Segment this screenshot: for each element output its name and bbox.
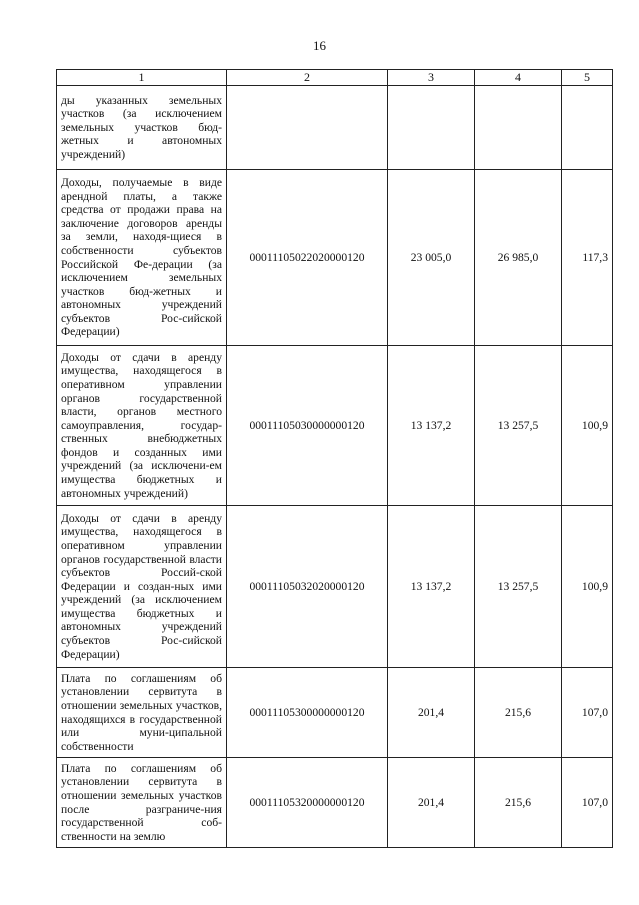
row-description: Плата по соглашениям об установлении сервитута в отношении земельных участков, находящихся в государственной или муни-ципальной собственности	[57, 668, 227, 758]
column-number-row	[57, 70, 613, 86]
row-actual: 26 985,0	[475, 170, 562, 346]
row-actual: 215,6	[475, 668, 562, 758]
row-description: Доходы от сдачи в аренду имущества, находящегося в оперативном управлении органов государственной власти субъектов Россий-ской Федерации и создан-ных ими учреждений (за исключением имущества бюджетных и автономных учреждений субъектов Рос-сийской Федерации)	[57, 506, 227, 668]
row-actual: 215,6	[475, 758, 562, 848]
table-row	[57, 506, 613, 668]
row-percent	[562, 86, 613, 170]
column-header-2: 2	[227, 70, 388, 86]
row-description: Плата по соглашениям об установлении сервитута в отношении земельных участков после разграниче-ния государственной соб-ственности на землю	[57, 758, 227, 848]
page-number: 16	[313, 38, 326, 53]
row-actual: 13 257,5	[475, 346, 562, 506]
row-percent: 117,3	[562, 170, 613, 346]
row-percent: 100,9	[562, 346, 613, 506]
column-header-5: 5	[562, 70, 613, 86]
table-row	[57, 170, 613, 346]
row-plan	[388, 86, 475, 170]
row-description: Доходы, получаемые в виде арендной платы, а также средства от продажи права на заключение договоров аренды за земли, находя-щиеся в собственности субъектов Российской Фе-дерации (за исключением земельных участков бюд-жетных и автономных учреждений субъектов Рос-сийской Федерации)	[57, 170, 227, 346]
row-code: 00011105320000000120	[227, 758, 388, 848]
table-row	[57, 346, 613, 506]
revenue-table	[56, 69, 613, 848]
table-row	[57, 86, 613, 170]
row-code: 00011105022020000120	[227, 170, 388, 346]
row-code: 00011105032020000120	[227, 506, 388, 668]
row-plan: 201,4	[388, 758, 475, 848]
row-plan: 201,4	[388, 668, 475, 758]
row-percent: 107,0	[562, 758, 613, 848]
row-description: ды указанных земельных участков (за исключением земельных участков бюд-жетных и автономных учреждений)	[57, 86, 227, 170]
table-row	[57, 758, 613, 848]
table-row	[57, 668, 613, 758]
row-plan: 23 005,0	[388, 170, 475, 346]
row-code: 00011105030000000120	[227, 346, 388, 506]
row-code	[227, 86, 388, 170]
row-actual: 13 257,5	[475, 506, 562, 668]
column-header-3: 3	[388, 70, 475, 86]
row-plan: 13 137,2	[388, 346, 475, 506]
row-description: Доходы от сдачи в аренду имущества, находящегося в оперативном управлении органов государственной власти, органов местного самоуправления, государ-ственных внебюджетных фондов и созданных ими учреждений (за исключени-ем имущества бюджетных и автономных учреждений)	[57, 346, 227, 506]
row-percent: 107,0	[562, 668, 613, 758]
row-actual	[475, 86, 562, 170]
column-header-1: 1	[57, 70, 227, 86]
row-code: 00011105300000000120	[227, 668, 388, 758]
column-header-4: 4	[475, 70, 562, 86]
row-percent: 100,9	[562, 506, 613, 668]
row-plan: 13 137,2	[388, 506, 475, 668]
